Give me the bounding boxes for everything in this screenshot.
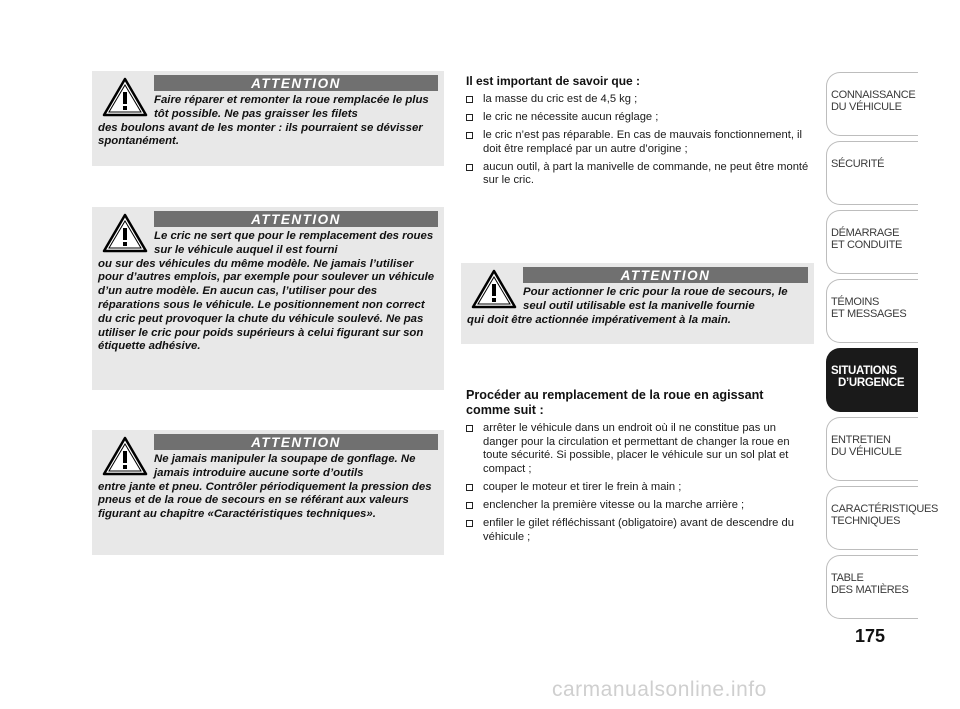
tab-situations-d-urgence[interactable]: SITUATIONS D’URGENCE [826,348,918,412]
list-item: enclencher la première vitesse ou la marche arrière ; [466,499,806,513]
tab-caracteristiques-techniques[interactable]: CARACTÉRISTIQUES TECHNIQUES [826,486,918,550]
list-item: aucun outil, à part la manivelle de commande, ne peut être monté sur le cric. [466,161,816,188]
bullet-list [466,93,816,188]
warning-text-rest: ou sur des véhicules du même modèle. Ne jamais l’utiliser pour d’autres emplois, par exemple pour soulever un véhicule d’un autre modèle. En aucun cas, l’utiliser pour des réparations sous le véhicule. Le positionnement non correct du cric peut provoquer la chute du véhicule soulevé. Ne pas utiliser le cric pour poids supérieurs à celui figurant sur son étiquette adhésive. [98,257,435,353]
attention-header: ATTENTION [154,75,438,91]
warning-box-4 [461,263,814,344]
list-item: le cric n’est pas réparable. En cas de mauvais fonctionnement, il doit être remplacé par un autre d’origine ; [466,129,816,156]
list-item: enfiler le gilet réfléchissant (obligatoire) avant de descendre du véhicule ; [466,517,806,544]
warning-text-lead: Ne jamais manipuler la soupape de gonflage. Ne jamais introduire aucune sorte d’outils [154,453,416,479]
list-item: le cric ne nécessite aucun réglage ; [466,111,816,125]
list-item: arrêter le véhicule dans un endroit où il ne constitue pas un danger pour la circulation et permettant de changer la roue en toute sécurité. Si possible, placer le véhicule sur un sol plat et compact ; [466,422,806,476]
checkbox-bullet-icon [466,484,473,491]
warning-triangle-icon [102,436,148,476]
procedure-section [466,388,806,549]
checkbox-bullet-icon [466,425,473,432]
checkbox-bullet-icon [466,132,473,139]
chapter-tabs [826,72,939,624]
tab-demarrage-et-conduite[interactable]: DÉMARRAGE ET CONDUITE [826,210,918,274]
section-heading: Il est important de savoir que : [466,74,641,88]
list-item: la masse du cric est de 4,5 kg ; [466,93,816,107]
warning-text-rest: des boulons avant de les monter : ils pourraient se dévisser spontanément. [98,121,423,148]
warning-box-1 [92,71,444,166]
tab-connaissance-du-vehicule[interactable]: CONNAISSANCE DU VÉHICULE [826,72,918,136]
warning-box-3 [92,430,444,555]
bullet-list [466,422,806,544]
warning-triangle-icon [102,213,148,253]
tab-entretien-du-vehicule[interactable]: ENTRETIEN DU VÉHICULE [826,417,918,481]
page-number: 175 [854,626,886,646]
tab-temoins-et-messages[interactable]: TÉMOINS ET MESSAGES [826,279,918,343]
checkbox-bullet-icon [466,96,473,103]
checkbox-bullet-icon [466,520,473,527]
warning-text-rest: qui doit être actionnée impérativement à la main. [467,313,731,326]
tab-table-des-matieres[interactable]: TABLE DES MATIÈRES [826,555,918,619]
list-item: couper le moteur et tirer le frein à main ; [466,481,806,495]
checkbox-bullet-icon [466,502,473,509]
attention-header: ATTENTION [154,434,438,450]
checkbox-bullet-icon [466,164,473,171]
section-heading: Procéder au remplacement de la roue en agissant comme suit : [466,388,764,417]
attention-header: ATTENTION [523,267,808,283]
warning-text-lead: Faire réparer et remonter la roue remplacée le plus tôt possible. Ne pas graisser les filets [154,94,429,120]
warning-text-lead: Pour actionner le cric pour la roue de secours, le seul outil utilisable est la manivelle fournie [523,286,788,312]
warning-triangle-icon [102,77,148,117]
important-info-section [466,74,816,193]
warning-text-lead: Le cric ne sert que pour le remplacement des roues sur le véhicule auquel il est fourni [154,230,434,256]
warning-triangle-icon [471,269,517,309]
warning-text-rest: entre jante et pneu. Contrôler périodiquement la pression des pneus et de la roue de secours en se référant aux valeurs figurant au chapitre «Caractéristiques techniques». [98,480,432,521]
warning-box-2 [92,207,444,390]
tab-securite[interactable]: SÉCURITÉ [826,141,918,205]
watermark: carmanualsonline.info [552,678,767,701]
attention-header: ATTENTION [154,211,438,227]
checkbox-bullet-icon [466,114,473,121]
